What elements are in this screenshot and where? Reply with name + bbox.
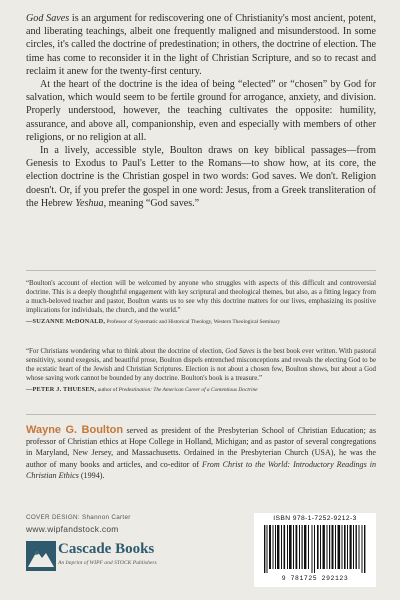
endorsement-quote: “Boulton's account of election will be welcomed by anyone who struggles with aspects of this difficult and controversial doctrine. This is a deeply thoughtful engagement with key scriptural and theological themes, but also, as a fitting legacy from a much-beloved teacher and pastor, Boulton wants us to see why this doctrine matters for our lives, emphasizing its positive implications for individuals, the church, and the world.” xyxy=(26,280,376,315)
cascade-mountain-icon xyxy=(26,541,56,571)
description-paragraph-2: At the heart of the doctrine is the idea of being “elected” or “chosen” by God for salvation, which would seem to be fertile ground for arrogance, anxiety, and division. Properly understood, however, the teaching cultivates the opposite: humility, assurance, and above all, companionship, even and especially with members of other religions, or no religion at all. xyxy=(26,79,376,143)
isbn-label: ISBN 978-1-7252-9212-3 xyxy=(273,515,357,522)
barcode-graphic xyxy=(263,525,367,573)
cover-design-credit: COVER DESIGN: Shannon Carter xyxy=(26,514,131,521)
barcode-number: 9 781725 292123 xyxy=(281,575,349,582)
bio-book-title: From Christ to the World: Introductory Readings in Christian Ethics xyxy=(26,459,376,480)
divider xyxy=(26,270,376,271)
book-title: God Saves xyxy=(26,13,70,24)
endorsement-attribution: —SUZANNE McDONALD, Professor of Systematic and Historical Theology, Western Theological Seminary xyxy=(26,318,281,326)
description-paragraph-3: In a lively, accessible style, Boulton draws on key biblical passages—from Genesis to Exodus to Paul's Letter to the Romans—to show how, at its core, the election doctrine is the Christian gospel in two words: God saves. We don't. Religion doesn't. Or, if you prefer the gospel in one word: Jesus, from a Greek transliteration of the Hebrew Yeshua, meaning “God saves.” xyxy=(26,145,376,209)
endorsement-attribution: —PETER J. THUESEN, author of Predestination: The American Career of a Contentious Doctrine xyxy=(26,386,258,394)
publisher-name: Cascade Books xyxy=(58,541,155,557)
author-name: Wayne G. Boulton xyxy=(26,424,124,436)
isbn-barcode-block xyxy=(254,513,376,587)
description-paragraph-1: God Saves is an argument for rediscovering one of Christianity's most ancient, potent, and liberating teachings, albeit one frequently maligned and misunderstood. In some circles, it's called the doctrine of predestination; in others, the doctrine of election. The time has come to reconsider it in the light of Christian Scripture, and so to recast and reclaim it anew for the twenty-first century. xyxy=(26,13,376,77)
publisher-imprint: An Imprint of WIPF and STOCK Publishers xyxy=(58,560,157,566)
back-cover-description xyxy=(26,12,376,210)
endorsement-thuesen xyxy=(26,347,376,395)
author-bio: Wayne G. Boulton served as president of the Presbyterian School of Christian Education; as professor of Christian ethics at Hope College in Holland, Michigan; and as pastor of several congregations in Maryland, New Jersey, and Massachusetts. Ordained in the Presbyterian Church (USA), he was the author of many books and articles, and co-editor of From Christ to the World: Introductory Readings in Christian Ethics (1994). xyxy=(26,424,377,480)
publisher-logo xyxy=(26,541,166,579)
publisher-website: www.wipfandstock.com xyxy=(26,524,119,534)
endorsement-mcdonald xyxy=(26,279,376,327)
endorsement-quote: “For Christians wondering what to think about the doctrine of election, God Saves is the best book ever written. With pastoral sensitivity, sound exegesis, and beautiful prose, Boulton dispels entrenched misconceptions and reveals the electing God to be the ecstatic heart of the Jewish and Christian Scriptures. Election is not about a chosen few, Boulton shows, but about a God whose saving work cannot be bounded by any doctrine. Boulton's book is a treasure.” xyxy=(26,348,376,383)
divider xyxy=(26,414,376,415)
